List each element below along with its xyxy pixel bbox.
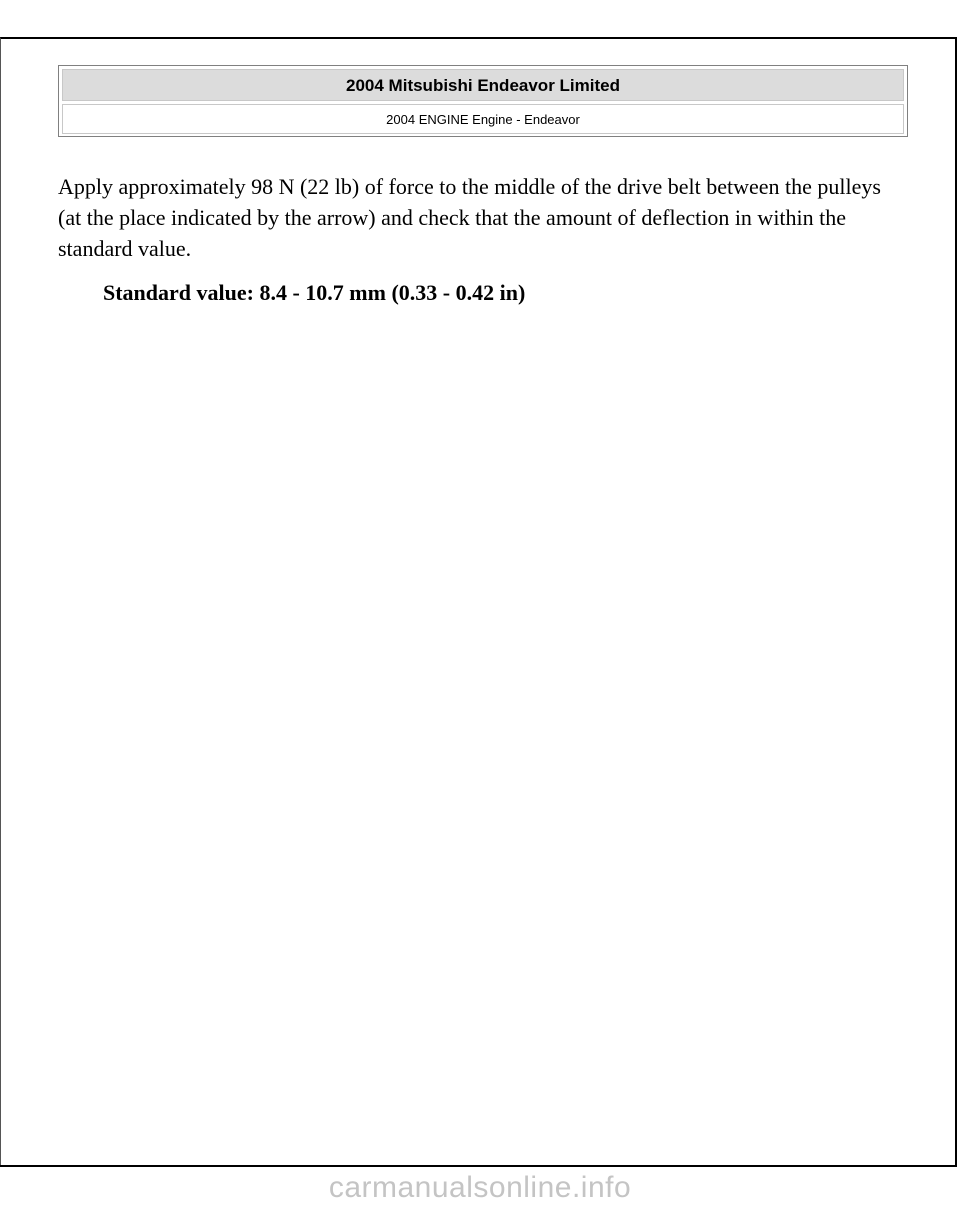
- watermark-text: carmanualsonline.info: [328, 1171, 632, 1204]
- page-bottom-edge: [0, 1165, 957, 1167]
- header-title: 2004 Mitsubishi Endeavor Limited: [62, 69, 904, 101]
- header-subtitle: 2004 ENGINE Engine - Endeavor: [62, 104, 904, 134]
- instruction-paragraph: Apply approximately 98 N (22 lb) of force to the middle of the drive belt between the pulleys (at the place indicated by the arrow) and check that the amount of deflection in within the standard value.: [58, 174, 881, 261]
- document-header: [58, 65, 908, 137]
- standard-value-text: Standard value: 8.4 - 10.7 mm (0.33 - 0.42 in): [103, 280, 526, 305]
